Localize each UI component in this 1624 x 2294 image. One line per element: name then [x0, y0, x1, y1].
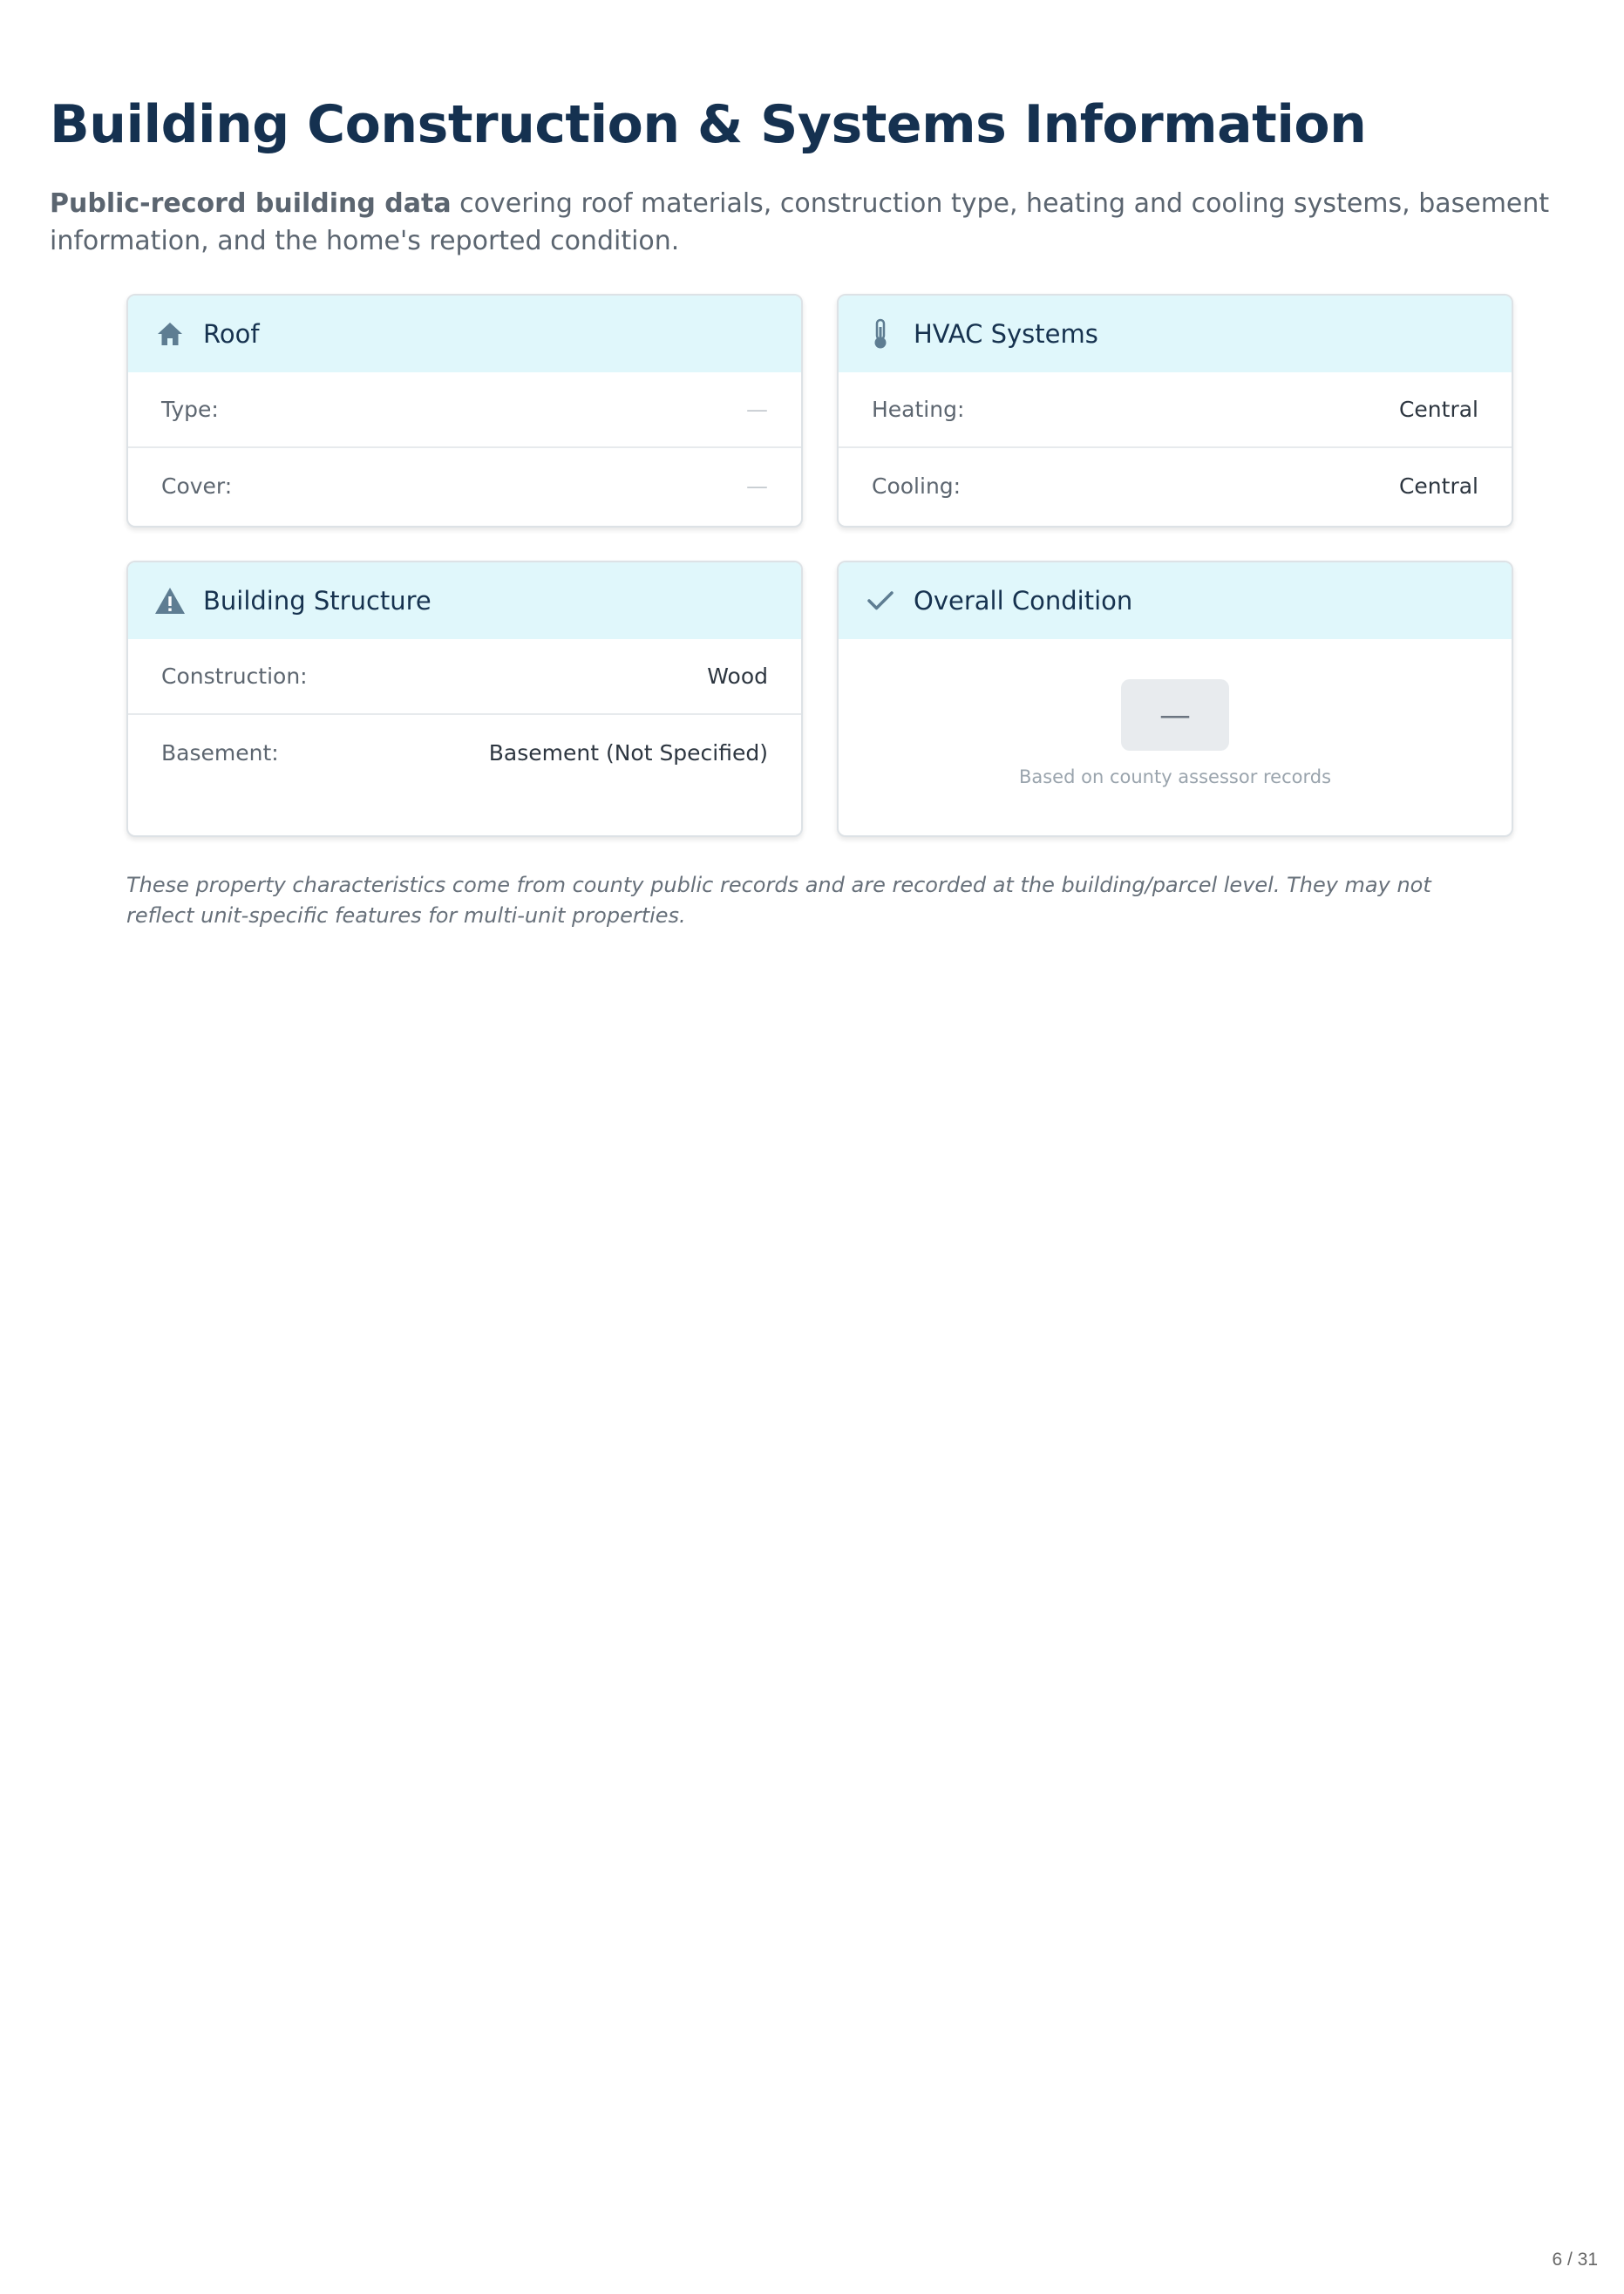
basement-row	[128, 715, 801, 791]
intro-bold: Public-record building data	[50, 188, 452, 219]
building-structure-card	[126, 561, 803, 837]
overall-condition-card-header	[839, 562, 1512, 639]
condition-body	[839, 639, 1512, 787]
construction-value: Wood	[707, 664, 768, 689]
basement-value: Basement (Not Specified)	[488, 740, 768, 766]
intro-paragraph	[50, 185, 1584, 260]
page-title: Building Construction & Systems Information	[50, 94, 1367, 155]
cooling-value: Central	[1398, 473, 1478, 499]
cooling-label: Cooling:	[872, 473, 961, 499]
intro-text: covering roof materials, construction type, heating and cooling systems, basement information, and the home's reported condition.	[50, 188, 1550, 256]
home-icon	[154, 318, 186, 350]
basement-label: Basement:	[161, 740, 279, 766]
building-structure-card-header	[128, 562, 801, 639]
building-structure-card-title: Building Structure	[203, 586, 431, 616]
hvac-card	[837, 294, 1513, 528]
thermometer-icon	[865, 318, 896, 350]
hvac-card-title: HVAC Systems	[914, 319, 1098, 349]
warning-icon	[154, 585, 186, 616]
overall-condition-card-title: Overall Condition	[914, 586, 1133, 616]
overall-condition-card	[837, 561, 1513, 837]
check-icon	[865, 585, 896, 616]
roof-cover-label: Cover:	[161, 473, 233, 499]
construction-label: Construction:	[161, 664, 308, 689]
roof-card	[126, 294, 803, 528]
heating-label: Heating:	[872, 397, 965, 422]
hvac-card-header	[839, 296, 1512, 372]
roof-type-row	[128, 372, 801, 448]
heating-value: Central	[1398, 397, 1478, 422]
heating-row	[839, 372, 1512, 448]
footnote: These property characteristics come from county public records and are recorded at the building/parcel level. They may not reflect unit-specific features for multi-unit properties.	[126, 873, 1431, 928]
roof-card-header	[128, 296, 801, 372]
roof-card-title: Roof	[203, 319, 260, 349]
roof-cover-value: —	[746, 473, 768, 499]
roof-cover-row	[128, 448, 801, 524]
condition-badge: —	[1121, 679, 1229, 751]
cooling-row	[839, 448, 1512, 524]
construction-row	[128, 639, 801, 715]
condition-note: Based on county assessor records	[1018, 766, 1332, 787]
roof-type-label: Type:	[161, 397, 219, 422]
page-number: 6 / 31	[1552, 2250, 1598, 2270]
roof-type-value: —	[746, 397, 768, 422]
